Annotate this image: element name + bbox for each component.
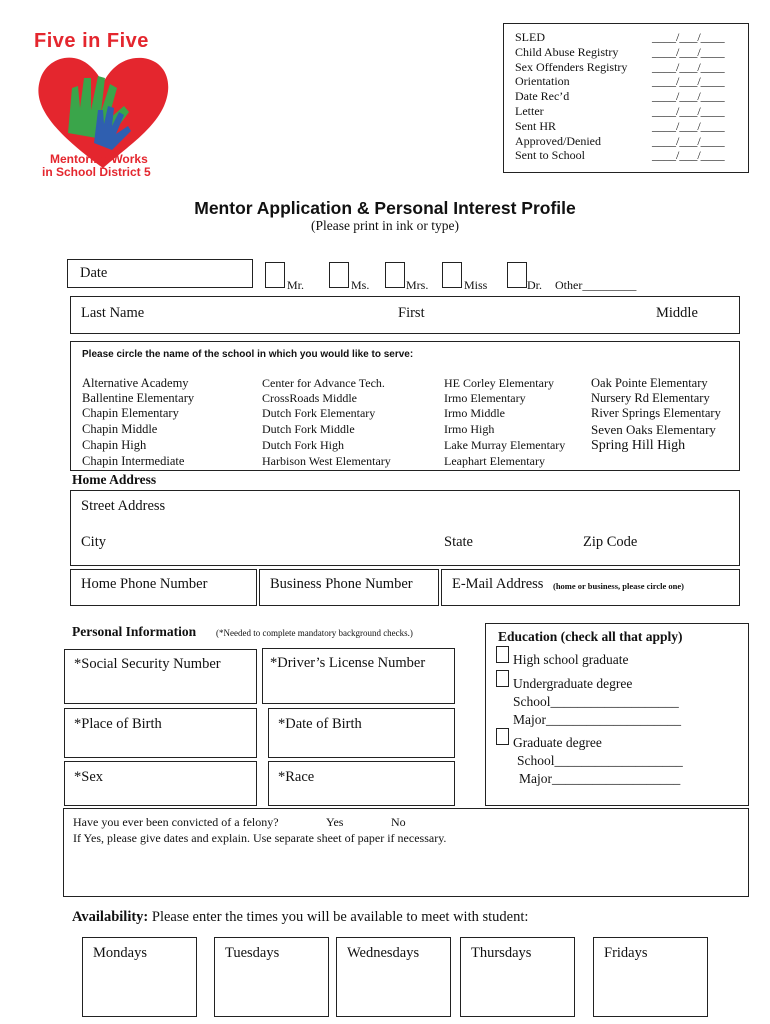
school-option[interactable]: HE Corley Elementary [444, 376, 554, 390]
education-box [485, 623, 749, 806]
office-item-label: SLED [515, 30, 545, 44]
drivers-license-label: *Driver’s License Number [270, 655, 426, 671]
day-label: Mondays [93, 945, 147, 961]
last-name-label: Last Name [81, 305, 145, 321]
sex-label: *Sex [74, 769, 103, 785]
school-option[interactable]: Chapin Elementary [82, 406, 179, 420]
logo-title: Five in Five [34, 30, 149, 52]
school-option[interactable]: Seven Oaks Elementary [591, 422, 716, 437]
school-option[interactable]: Harbison West Elementary [262, 454, 391, 468]
school-option[interactable]: CrossRoads Middle [262, 391, 358, 405]
school-option[interactable]: Chapin Intermediate [82, 454, 185, 468]
school-option[interactable]: Ballentine Elementary [82, 391, 195, 405]
email-note: (home or business, please circle one) [553, 581, 684, 591]
undergrad-major-field[interactable]: Major____________________ [513, 712, 681, 727]
office-use-box [503, 23, 749, 173]
school-option[interactable]: Oak Pointe Elementary [591, 376, 708, 390]
home-address-heading: Home Address [72, 472, 157, 487]
school-option[interactable]: Center for Advance Tech. [262, 376, 385, 390]
ssn-label: *Social Security Number [74, 656, 221, 672]
school-option[interactable]: Leaphart Elementary [444, 454, 545, 468]
date-of-birth-label: *Date of Birth [278, 716, 362, 732]
email-field[interactable] [441, 569, 740, 606]
office-item-label: Approved/Denied [515, 133, 601, 148]
title-label: Mr. [287, 278, 305, 292]
availability-row [72, 909, 528, 926]
availability-tuesdays-field[interactable] [214, 937, 329, 1017]
office-item-date[interactable]: ____/___/____ [652, 74, 725, 89]
office-item-label: Sent HR [515, 118, 557, 133]
date-label: Date [80, 265, 108, 281]
felony-explain: If Yes, please give dates and explain. Use separate sheet of paper if necessary. [73, 831, 447, 845]
office-item-label: Orientation [515, 74, 570, 89]
title-label: Miss [464, 278, 488, 292]
office-item-date[interactable]: ____/___/____ [652, 118, 725, 133]
undergrad-school-field[interactable]: School___________________ [513, 694, 679, 709]
day-label: Tuesdays [225, 945, 280, 961]
school-option[interactable]: Nursery Rd Elementary [591, 391, 710, 405]
school-option[interactable]: River Springs Elementary [591, 406, 721, 420]
place-of-birth-field[interactable] [64, 708, 257, 758]
office-item-label: Sex Offenders Registry [515, 59, 628, 74]
personal-info-note: (*Needed to complete mandatory background checks.) [216, 628, 413, 638]
zip-code-label: Zip Code [583, 534, 638, 550]
felony-yes[interactable]: Yes [326, 815, 344, 829]
home-phone-label: Home Phone Number [81, 576, 208, 592]
school-selection-box [70, 341, 740, 471]
title-ms-checkbox[interactable] [329, 262, 349, 288]
office-item-label: Child Abuse Registry [515, 44, 619, 59]
office-item-label: Sent to School [515, 148, 586, 163]
education-heading: Education (check all that apply) [498, 629, 683, 644]
title-label: Dr. [527, 278, 542, 292]
office-item-date[interactable]: ____/___/____ [652, 104, 725, 118]
grad-major-field[interactable]: Major___________________ [519, 771, 681, 786]
school-option[interactable]: Alternative Academy [82, 376, 189, 390]
drivers-license-field[interactable] [262, 648, 455, 704]
day-label: Thursdays [471, 945, 532, 961]
sex-field[interactable] [64, 761, 257, 806]
logo [28, 28, 178, 178]
school-option[interactable]: Irmo Middle [444, 406, 505, 420]
school-option[interactable]: Chapin High [82, 438, 147, 452]
school-option[interactable]: Dutch Fork Middle [262, 422, 355, 436]
race-label: *Race [278, 769, 315, 785]
school-option[interactable]: Dutch Fork Elementary [262, 406, 376, 420]
hs-graduate-label: High school graduate [513, 652, 629, 667]
business-phone-field[interactable] [259, 569, 439, 606]
race-field[interactable] [268, 761, 455, 806]
day-label: Wednesdays [347, 945, 420, 961]
school-instruction: Please circle the name of the school in which you would like to serve: [82, 349, 414, 360]
availability-fridays-field[interactable] [593, 937, 708, 1017]
felony-box[interactable] [63, 808, 749, 897]
office-item-date[interactable]: ____/___/____ [652, 44, 725, 59]
email-label: E-Mail Address [452, 576, 544, 592]
first-name-label: First [398, 305, 425, 321]
availability-mondays-field[interactable] [82, 937, 197, 1017]
undergrad-label: Undergraduate degree [513, 676, 633, 691]
middle-name-label: Middle [656, 305, 698, 321]
name-row[interactable] [70, 296, 740, 334]
school-option[interactable]: Chapin Middle [82, 422, 158, 436]
title-dr-checkbox[interactable] [507, 262, 527, 288]
availability-instruction: Please enter the times you will be available to meet with student: [151, 909, 529, 925]
logo-tagline-1: Mentoring Works [50, 152, 148, 166]
day-label: Fridays [604, 945, 648, 961]
business-phone-label: Business Phone Number [270, 576, 413, 592]
personal-info-heading: Personal Information [72, 624, 197, 639]
school-option[interactable]: Irmo High [444, 422, 495, 436]
availability-label: Availability: [72, 909, 149, 925]
school-option[interactable]: Dutch Fork High [262, 438, 344, 452]
state-label: State [444, 534, 473, 550]
grad-label: Graduate degree [513, 735, 602, 750]
felony-no[interactable]: No [391, 815, 406, 829]
felony-question: Have you ever been convicted of a felony? [73, 815, 279, 829]
availability-wednesdays-field[interactable] [336, 937, 451, 1017]
title-label: Mrs. [406, 278, 429, 292]
page-subtitle: (Please print in ink or type) [310, 218, 460, 233]
undergrad-checkbox[interactable] [496, 670, 509, 687]
availability-thursdays-field[interactable] [460, 937, 575, 1017]
city-label: City [81, 534, 106, 550]
office-item-date[interactable]: ____/___/____ [652, 89, 725, 104]
place-of-birth-label: *Place of Birth [74, 716, 162, 732]
date-of-birth-field[interactable] [268, 708, 455, 758]
date-field[interactable] [67, 259, 253, 288]
page-title: Mentor Application & Personal Interest Profile [194, 198, 576, 218]
home-phone-field[interactable] [70, 569, 257, 606]
title-mrs-checkbox[interactable] [385, 262, 405, 288]
office-item-date[interactable]: ____/___/____ [652, 30, 725, 44]
title-miss-checkbox[interactable] [442, 262, 462, 288]
school-option[interactable]: Spring Hill High [591, 438, 686, 453]
school-option[interactable]: Irmo Elementary [444, 391, 526, 405]
street-address-label: Street Address [81, 498, 166, 514]
office-item-label: Letter [515, 104, 544, 118]
title-mr-checkbox[interactable] [265, 262, 285, 288]
office-item-date[interactable]: ____/___/____ [652, 148, 725, 163]
logo-tagline-2: in School District 5 [42, 165, 151, 179]
grad-school-field[interactable]: School___________________ [517, 753, 683, 768]
ssn-field[interactable] [64, 649, 257, 704]
school-option[interactable]: Lake Murray Elementary [444, 438, 566, 452]
office-item-label: Date Rec’d [515, 89, 570, 104]
other-title-field[interactable]: Other_________ [555, 278, 637, 292]
hs-graduate-checkbox[interactable] [496, 646, 509, 663]
office-item-date[interactable]: ____/___/____ [652, 133, 725, 148]
grad-checkbox[interactable] [496, 728, 509, 745]
address-box[interactable] [70, 490, 740, 566]
title-label: Ms. [351, 278, 370, 292]
office-item-date[interactable]: ____/___/____ [652, 59, 725, 74]
